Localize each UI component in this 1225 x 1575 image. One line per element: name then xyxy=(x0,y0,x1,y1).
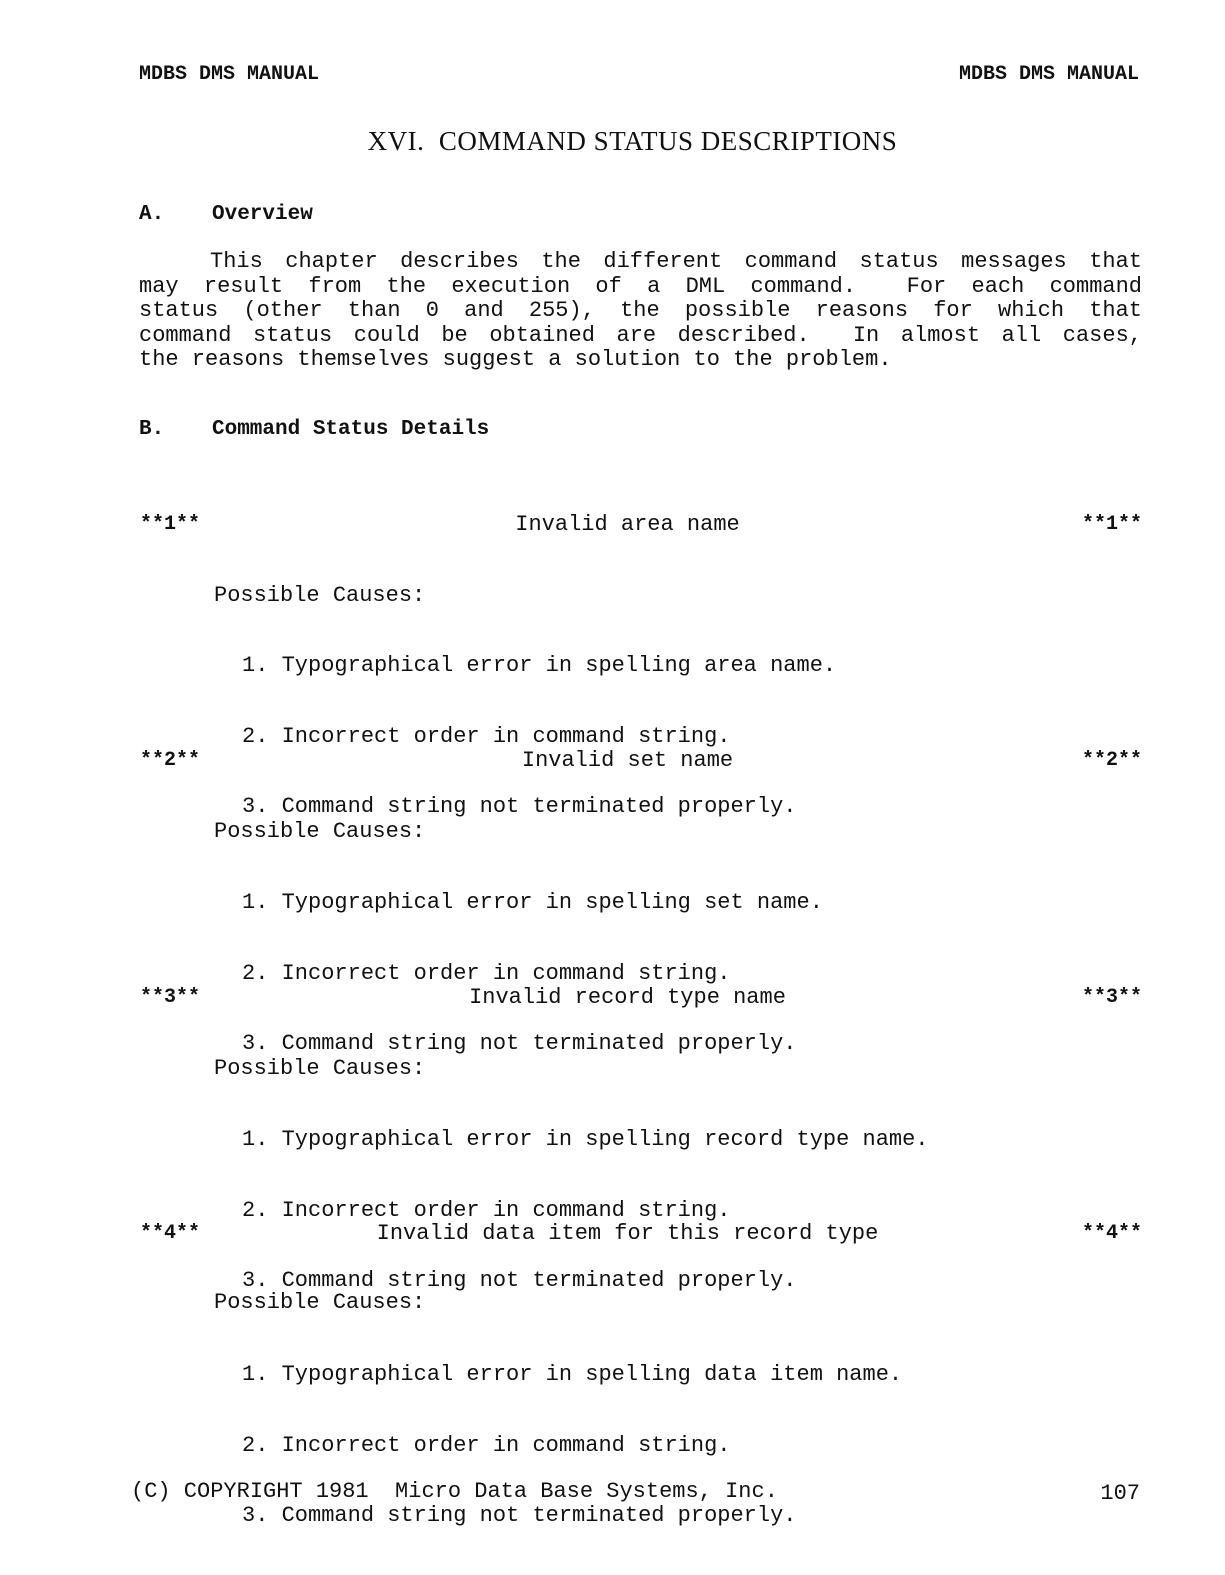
status-code-left: **4** xyxy=(140,1222,201,1245)
cause-item: 2. Incorrect order in command string. xyxy=(242,723,731,749)
possible-causes-label: Possible Causes: xyxy=(214,1056,426,1081)
paragraph-line: the reasons themselves suggest a solution to the problem. xyxy=(139,347,892,372)
paragraph-line: command status could be obtained are described. In almost all cases, xyxy=(139,322,1142,348)
chapter-title: XVI. COMMAND STATUS DESCRIPTIONS xyxy=(367,126,898,156)
cause-item: 1. Typographical error in spelling data item name. xyxy=(242,1362,903,1387)
cause-item: 1. Typographical error in spelling area name. xyxy=(242,653,837,678)
causes-list xyxy=(242,1316,902,1575)
paragraph-line: may result from the execution of a DML command. For each command xyxy=(139,273,1142,299)
status-code-left: **1** xyxy=(140,513,201,536)
cause-item: 3. Command string not terminated properly. xyxy=(242,1268,797,1293)
running-header-left: MDBS DMS MANUAL xyxy=(139,63,320,86)
status-title: Invalid set name xyxy=(521,748,734,773)
paragraph-line: This chapter describes the different command status messages that xyxy=(210,249,1142,274)
cause-item: 3. Command string not terminated properly. xyxy=(242,794,797,819)
possible-causes-label: Possible Causes: xyxy=(214,819,426,844)
paragraph-line: status (other than 0 and 255), the possible reasons for which that xyxy=(139,298,1142,323)
status-code-right: **2** xyxy=(1081,749,1142,772)
overview-paragraph xyxy=(139,250,1142,373)
section-b-title: Command Status Details xyxy=(212,418,490,441)
status-title: Invalid data item for this record type xyxy=(376,1221,879,1246)
cause-item: 1. Typographical error in spelling record type name. xyxy=(242,1127,929,1152)
status-code-left: **3** xyxy=(140,986,201,1009)
section-b-letter: B. xyxy=(139,418,165,441)
cause-item: 1. Typographical error in spelling set name. xyxy=(242,890,823,915)
cause-item: 2. Incorrect order in command string. xyxy=(242,1197,731,1223)
cause-item: 3. Command string not terminated properly. xyxy=(242,1031,797,1056)
section-a-title: Overview xyxy=(212,203,313,226)
status-code-right: **3** xyxy=(1081,986,1142,1009)
status-code-right: **4** xyxy=(1081,1222,1142,1245)
cause-item: 2. Incorrect order in command string. xyxy=(242,960,731,986)
cause-item: 2. Incorrect order in command string. xyxy=(242,1432,731,1458)
running-header-right: MDBS DMS MANUAL xyxy=(958,63,1139,86)
page-number: 107 xyxy=(1100,1481,1140,1506)
section-a-letter: A. xyxy=(139,203,165,226)
possible-causes-label: Possible Causes: xyxy=(214,583,426,608)
possible-causes-label: Possible Causes: xyxy=(214,1290,426,1315)
copyright-footer: (C) COPYRIGHT 1981 Micro Data Base Systems, Inc. xyxy=(131,1479,778,1504)
status-title: Invalid area name xyxy=(515,512,740,537)
status-code-left: **2** xyxy=(140,749,201,772)
cause-item: 3. Command string not terminated properly. xyxy=(242,1503,797,1528)
status-title: Invalid record type name xyxy=(469,985,786,1010)
status-code-right: **1** xyxy=(1081,513,1142,536)
